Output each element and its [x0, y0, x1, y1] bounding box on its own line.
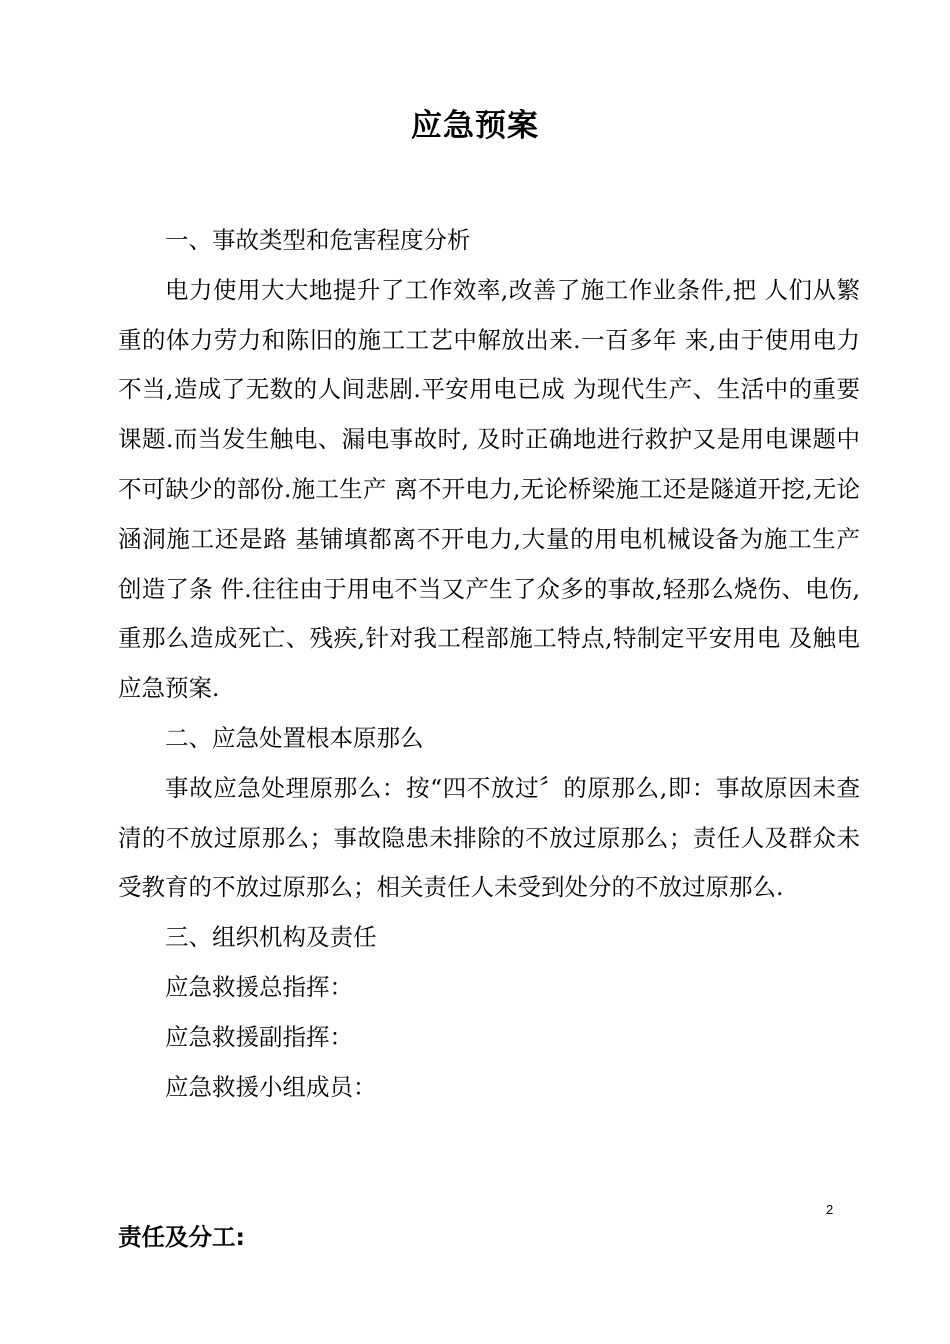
document-body [118, 216, 860, 1112]
line-deputy-commander: 应急救援副指挥： [165, 1022, 353, 1051]
section-heading-1: 一、事故类型和危害程度分析 [165, 226, 471, 254]
page-title: 应急预案 [411, 108, 539, 144]
line-team-members: 应急救援小组成员： [165, 1072, 377, 1101]
section-heading-responsibilities: 责任及分工: [118, 1223, 245, 1251]
section-heading-2: 二、应急处置根本原那么 [165, 723, 424, 752]
paragraph-hazard-analysis: 电力使用大大地提升了工作效率,改善了施工作业条件,把 人们从繁重的体力劳力和陈旧的施工工艺中解放出来.一百多年 来,由于使用电力不当,造成了无数的人间悲剧.平安用电已成 为现代生产、生活中的重要课题.而当发生触电、漏电事故时, 及时正确地进行救护又是用电课题中不可缺少的部份.施工生产 离不开电力,无论桥梁施工还是隧道开挖,无论涵洞施工还是路 基铺填都离不开电力,大量的用电机械设备为施工生产创造了条 件.往往由于用电不当又产生了众多的事故,轻那么烧伤、电伤, 重那么造成死亡、残疾,针对我工程部施工特点,特制定平安用电 及触电应急预案. [118, 275, 860, 703]
line-chief-commander: 应急救援总指挥： [165, 972, 353, 1001]
section-heading-3: 三、组织机构及责任 [165, 923, 377, 952]
paragraph-principles: 事故应急处理原那么：按“四不放过〞的原那么,即：事故原因未查清的不放过原那么；事故隐患未排除的不放过原那么；责任人及群众未受教育的不放过原那么；相关责任人未受到处分的不放过原那么. [118, 773, 860, 902]
page-number: 2 [826, 1202, 834, 1217]
